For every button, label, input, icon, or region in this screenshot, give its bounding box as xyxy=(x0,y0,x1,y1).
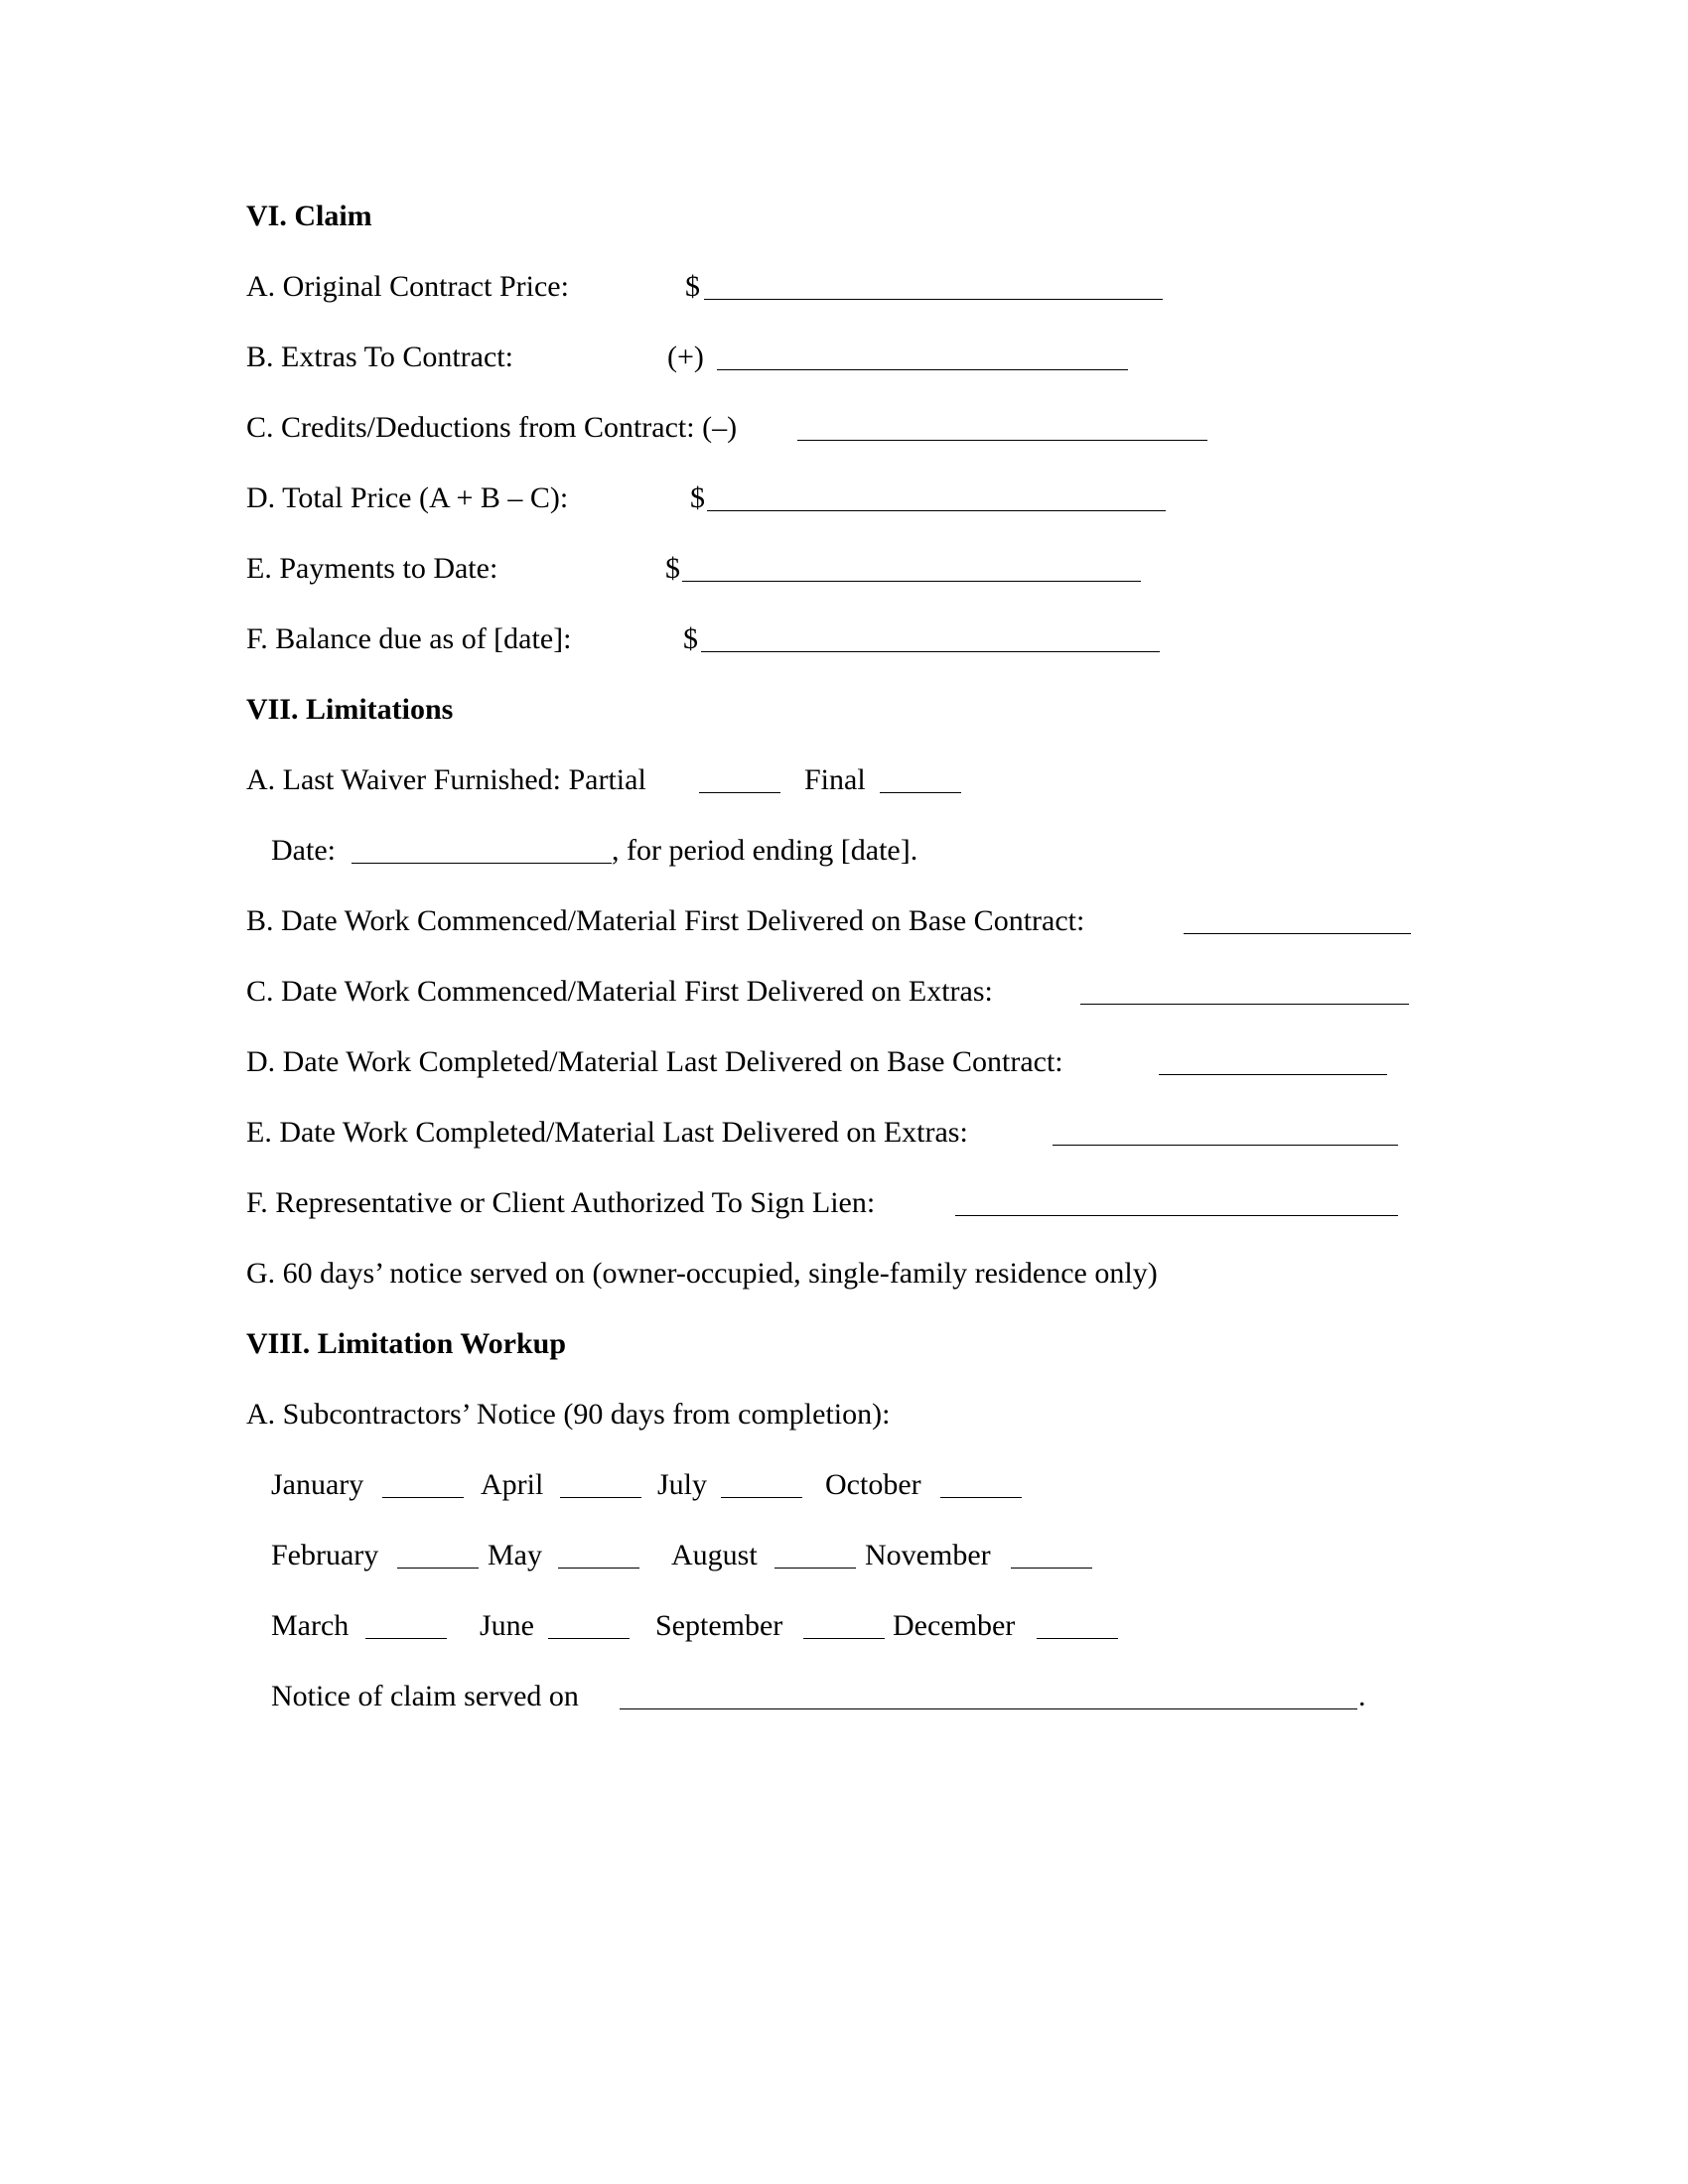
last-waiver-partial-label: A. Last Waiver Furnished: Partial xyxy=(246,763,646,796)
month-august-field[interactable] xyxy=(774,1568,856,1569)
month-october-label: October xyxy=(825,1468,921,1501)
work-completed-extras-label: E. Date Work Completed/Material Last Delivered on Extras: xyxy=(246,1116,968,1149)
month-september-label: September xyxy=(655,1609,783,1642)
notice-of-claim-line xyxy=(0,1675,1688,1720)
payments-to-date-line xyxy=(0,547,1688,593)
authorized-signer-line xyxy=(0,1181,1688,1227)
month-june-field[interactable] xyxy=(548,1638,630,1639)
subcontractors-notice-label: A. Subcontractors’ Notice (90 days from completion): xyxy=(246,1398,891,1431)
authorized-signer-field[interactable] xyxy=(955,1215,1398,1216)
extras-to-contract-field[interactable] xyxy=(717,369,1128,370)
balance-due-field[interactable] xyxy=(701,651,1160,652)
work-commenced-base-field[interactable] xyxy=(1184,933,1411,934)
month-june-label: June xyxy=(480,1609,534,1642)
month-december-label: December xyxy=(893,1609,1016,1642)
payments-to-date-field[interactable] xyxy=(682,581,1141,582)
waiver-date-field[interactable] xyxy=(352,863,612,864)
month-november-label: November xyxy=(865,1539,991,1571)
months-row-1 xyxy=(0,1463,1688,1509)
month-april-field[interactable] xyxy=(560,1497,641,1498)
month-july-label: July xyxy=(657,1468,708,1501)
month-march-field[interactable] xyxy=(365,1638,447,1639)
notice-of-claim-label: Notice of claim served on xyxy=(271,1680,579,1712)
original-contract-price-field[interactable] xyxy=(704,299,1163,300)
sixty-days-notice-line xyxy=(0,1252,1688,1297)
month-march-label: March xyxy=(271,1609,350,1642)
month-january-label: January xyxy=(271,1468,364,1501)
waiver-date-label: Date: xyxy=(271,834,336,867)
work-completed-extras-field[interactable] xyxy=(1053,1145,1398,1146)
last-waiver-partial-field[interactable] xyxy=(699,792,780,793)
month-july-field[interactable] xyxy=(721,1497,802,1498)
month-february-field[interactable] xyxy=(397,1568,479,1569)
month-april-label: April xyxy=(481,1468,544,1501)
month-december-field[interactable] xyxy=(1037,1638,1118,1639)
work-commenced-extras-field[interactable] xyxy=(1080,1004,1409,1005)
last-waiver-final-label: Final xyxy=(804,763,866,796)
month-january-field[interactable] xyxy=(382,1497,464,1498)
workup-heading: VIII. Limitation Workup xyxy=(246,1327,567,1360)
month-august-label: August xyxy=(671,1539,758,1571)
extras-to-contract-line xyxy=(0,336,1688,381)
sixty-days-notice-label: G. 60 days’ notice served on (owner-occupied, single-family residence only) xyxy=(246,1257,1158,1290)
authorized-signer-label: F. Representative or Client Authorized To Sign Lien: xyxy=(246,1186,876,1219)
work-completed-base-line xyxy=(0,1040,1688,1086)
original-contract-price-currency: $ xyxy=(685,270,700,303)
month-september-field[interactable] xyxy=(803,1638,885,1639)
last-waiver-final-field[interactable] xyxy=(880,792,961,793)
waiver-date-line xyxy=(0,829,1688,875)
waiver-period-text: , for period ending [date]. xyxy=(612,834,918,867)
total-price-currency: $ xyxy=(690,481,705,514)
claim-heading: VI. Claim xyxy=(246,200,372,232)
total-price-field[interactable] xyxy=(707,510,1166,511)
months-row-3 xyxy=(0,1604,1688,1650)
months-row-2 xyxy=(0,1534,1688,1579)
subcontractors-notice-line xyxy=(0,1393,1688,1438)
balance-due-currency: $ xyxy=(683,622,698,655)
original-contract-price-line xyxy=(0,265,1688,311)
extras-to-contract-label: B. Extras To Contract: xyxy=(246,341,513,373)
month-november-field[interactable] xyxy=(1011,1568,1092,1569)
month-may-field[interactable] xyxy=(558,1568,639,1569)
balance-due-label: F. Balance due as of [date]: xyxy=(246,622,572,655)
balance-due-line xyxy=(0,617,1688,663)
extras-to-contract-sign: (+) xyxy=(667,341,704,373)
last-waiver-line xyxy=(0,758,1688,804)
work-completed-base-field[interactable] xyxy=(1159,1074,1387,1075)
notice-of-claim-period: . xyxy=(1358,1680,1366,1712)
payments-to-date-currency: $ xyxy=(665,552,680,585)
payments-to-date-label: E. Payments to Date: xyxy=(246,552,498,585)
work-commenced-base-line xyxy=(0,899,1688,945)
work-commenced-base-label: B. Date Work Commenced/Material First Delivered on Base Contract: xyxy=(246,904,1085,937)
work-commenced-extras-label: C. Date Work Commenced/Material First Delivered on Extras: xyxy=(246,975,993,1008)
credits-deductions-label: C. Credits/Deductions from Contract: (–) xyxy=(246,411,738,444)
limitations-heading: VII. Limitations xyxy=(246,693,454,726)
total-price-label: D. Total Price (A + B – C): xyxy=(246,481,569,514)
claim-heading-line xyxy=(0,195,1688,240)
total-price-line xyxy=(0,477,1688,522)
work-completed-extras-line xyxy=(0,1111,1688,1157)
credits-deductions-field[interactable] xyxy=(797,440,1207,441)
work-completed-base-label: D. Date Work Completed/Material Last Delivered on Base Contract: xyxy=(246,1045,1063,1078)
limitations-heading-line xyxy=(0,688,1688,734)
month-february-label: February xyxy=(271,1539,379,1571)
month-october-field[interactable] xyxy=(940,1497,1022,1498)
notice-of-claim-field[interactable] xyxy=(620,1708,1357,1709)
original-contract-price-label: A. Original Contract Price: xyxy=(246,270,569,303)
workup-heading-line xyxy=(0,1322,1688,1368)
credits-deductions-line xyxy=(0,406,1688,452)
work-commenced-extras-line xyxy=(0,970,1688,1016)
month-may-label: May xyxy=(488,1539,542,1571)
